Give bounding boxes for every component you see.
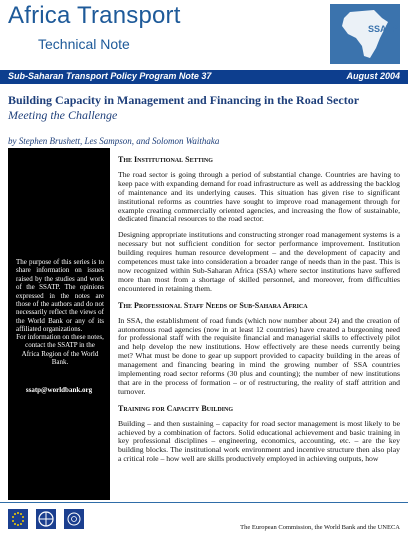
paragraph: The road sector is going through a period of substantial change. Countries are having to keep pace with expanding demand for road infrastructure as well as addressing the backlog of maintenance and its underlying causes. This situation has given rise to significant institutional reforms as countries have sought to improve road management through for example creating commercially oriented agencies, and increasing the flow of sustainable, dedicated financial resources to the road sector. <box>118 169 400 224</box>
article-body <box>118 156 400 471</box>
sidebar-email-link[interactable]: ssatp@worldbank.org <box>25 386 93 394</box>
section-heading: The Institutional Setting <box>118 155 213 164</box>
issue-date: August 2004 <box>346 71 400 81</box>
info-sidebar <box>8 148 110 500</box>
section-heading: Training for Capacity Building <box>118 403 234 413</box>
eu-flag-icon <box>8 509 28 529</box>
masthead <box>0 0 408 71</box>
sidebar-purpose: The purpose of this series is to share information on issues raised by the studies and work of the SSATP. The opinions expressed in the notes are those of the authors and do not necessarily reflect the views of the World Bank or any of its affiliated organizations. <box>16 258 104 334</box>
africa-map-icon <box>330 4 400 64</box>
footer <box>0 502 408 533</box>
section-heading: The Professional Staff Needs of Sub-Sahara Africa <box>118 300 308 310</box>
series-bar <box>0 70 408 84</box>
footer-credits: The European Commission, the World Bank and the UNECA <box>240 524 400 531</box>
sidebar-contact: For information on these notes, contact the SSATP in the Africa Region of the World Bank. <box>16 333 104 367</box>
ssatp-africa-logo <box>330 4 400 64</box>
paragraph: In SSA, the establishment of road funds (which now number about 24) and the creation of autonomous road agencies (now in at least 12 countries) have created a burgeoning need for professional staff with the requisite financial and managerial skills to effectively pilot and help develop the new institutions. How effectively are these needs currently being met? What must be done to gear up support provided to capacity building in the areas of management and financing bearing in mind the growing number of SSA countries implementing road sector reforms (30 plus and counting); the number of new institutions that are in the process of formation – or of restructuring, the reality of staff attrition and turnover. <box>118 315 400 396</box>
un-icon <box>64 509 84 529</box>
article-authors: by Stephen Brushett, Les Sampson, and Solomon Waithaka <box>8 136 220 146</box>
article-subtitle: Meeting the Challenge <box>8 108 118 122</box>
masthead-subtitle: Technical Note <box>38 36 130 52</box>
article-title: Building Capacity in Management and Financing in the Road Sector <box>8 93 360 107</box>
paragraph: Building – and then sustaining – capacity for road sector management is most likely to be achieved by a combination of factors. Solid educational achievement and basic training in key professional disciplines – engineering, economics, accounting, etc. – are the key building blocks. The institutional work environment and incentive structure then also play a critical role – how well are skills productively employed in achieving outputs, how <box>118 418 400 464</box>
series-label: Sub-Saharan Transport Policy Program Note 37 <box>8 71 212 81</box>
world-bank-icon <box>36 509 56 529</box>
masthead-title: Africa Transport <box>8 2 181 29</box>
logo-label: SSATP <box>368 24 398 34</box>
paragraph: Designing appropriate institutions and constructing stronger road management systems is a necessary but not sufficient condition for sector performance improvement. Institution building requires human resource development – and the development of capacity and competences must take into consideration a broader range of needs than in the past. This is now recognized within Sub-Saharan Africa (SSA) where sector institutions have suffered more than most from a shortage of skilled personnel, and moreover, from difficulties encountered in retaining them. <box>118 230 400 293</box>
